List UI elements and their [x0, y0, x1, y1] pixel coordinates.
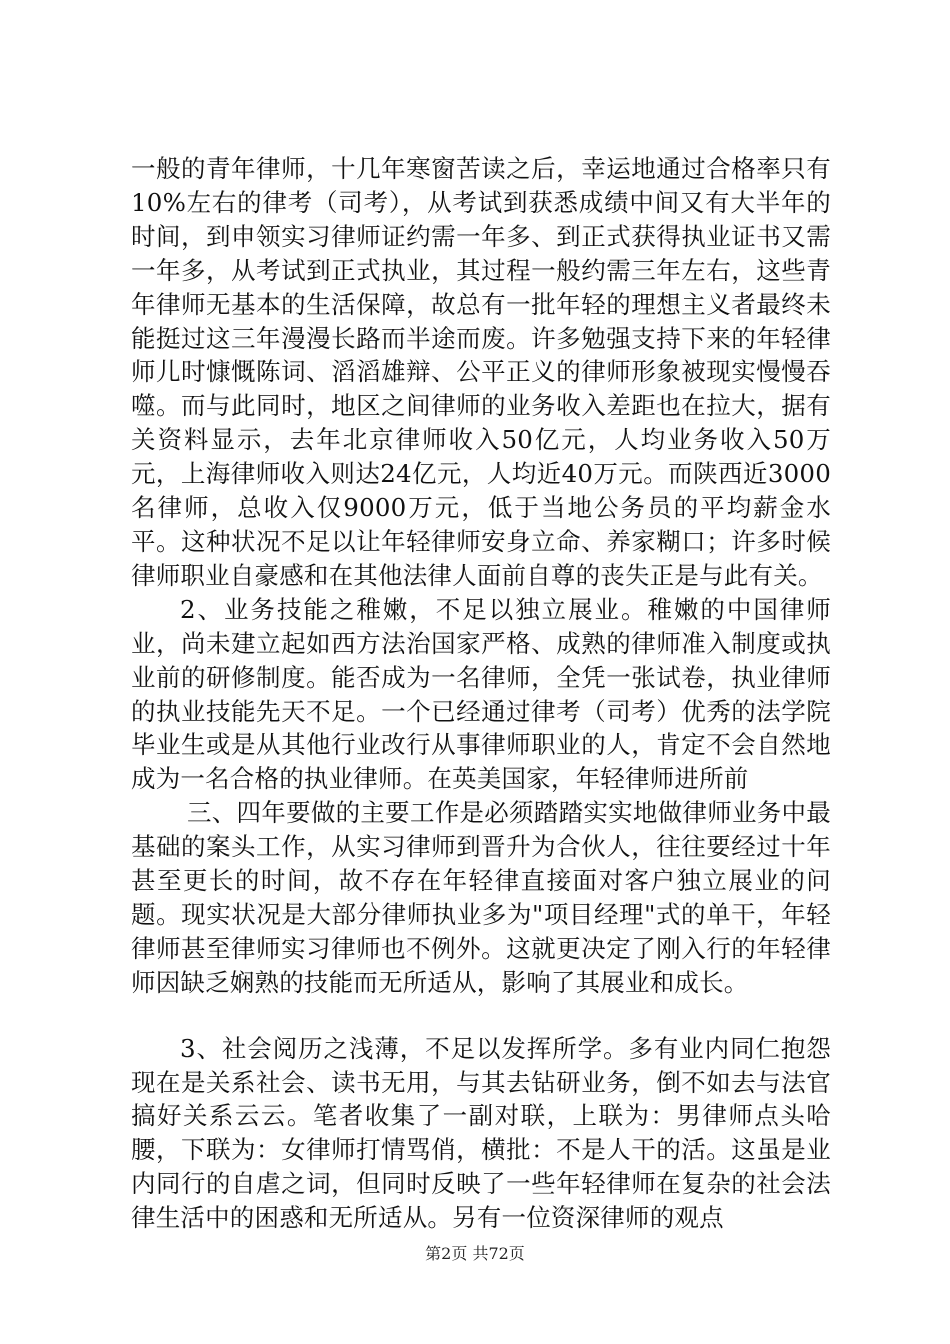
document-body: [131, 152, 831, 1235]
page-number-footer: 第2页 共72页: [425, 1244, 525, 1263]
paragraph-spacer: [131, 1000, 831, 1032]
paragraph-practice: 三、四年要做的主要工作是必须踏踏实实地做律师业务中最基础的案头工作，从实习律师到晋升为合伙人，往往要经过十年甚至更长的时间，故不存在年轻律直接面对客户独立展业的问题。现实状况是大部分律师执业多为"项目经理"式的单干，年轻律师甚至律师实习律师也不例外。这就更决定了刚入行的年轻律师因缺乏娴熟的技能而无所适从，影响了其展业和成长。: [131, 798, 831, 997]
paragraph-skills: 2、业务技能之稚嫩，不足以独立展业。稚嫩的中国律师业，尚未建立起如西方法治国家严格、成熟的律师准入制度或执业前的研修制度。能否成为一名律师，全凭一张试卷，执业律师的执业技能先天不足。一个已经通过律考（司考）优秀的法学院毕业生或是从其他行业改行从事律师职业的人，肯定不会自然地成为一名合格的执业律师。在英美国家，年轻律师进所前: [131, 594, 831, 794]
paragraph-income: 一般的青年律师，十几年寒窗苦读之后，幸运地通过合格率只有10%左右的律考（司考），从考试到获悉成绩中间又有大半年的时间，到申领实习律师证约需一年多、到正式获得执业证书又需一年多，从考试到正式执业，其过程一般约需三年左右，这些青年律师无基本的生活保障，故总有一批年轻的理想主义者最终未能挺过这三年漫漫长路而半途而废。许多勉强支持下来的年轻律师儿时慷慨陈词、滔滔雄辩、公平正义的律师形象被现实慢慢吞噬。而与此同时，地区之间律师的业务收入差距也在拉大，据有关资料显示，去年北京律师收入50亿元，人均业务收入50万元，上海律师收入则达24亿元，人均近40万元。而陕西近3000名律师，总收入仅9000万元，低于当地公务员的平均薪金水平。这种状况不足以让年轻律师安身立命、养家糊口；许多时候律师职业自豪感和在其他法律人面前自尊的丧失正是与此有关。: [131, 154, 831, 590]
paragraph-experience: 3、社会阅历之浅薄，不足以发挥所学。多有业内同仁抱怨现在是关系社会、读书无用，与其去钻研业务，倒不如去与法官搞好关系云云。笔者收集了一副对联，上联为：男律师点头哈腰，下联为：女律师打情骂俏，横批：不是人干的活。这虽是业内同行的自虐之词，但同时反映了一些年轻律师在复杂的社会法律生活中的困惑和无所适从。另有一位资深律师的观点: [131, 1033, 831, 1233]
